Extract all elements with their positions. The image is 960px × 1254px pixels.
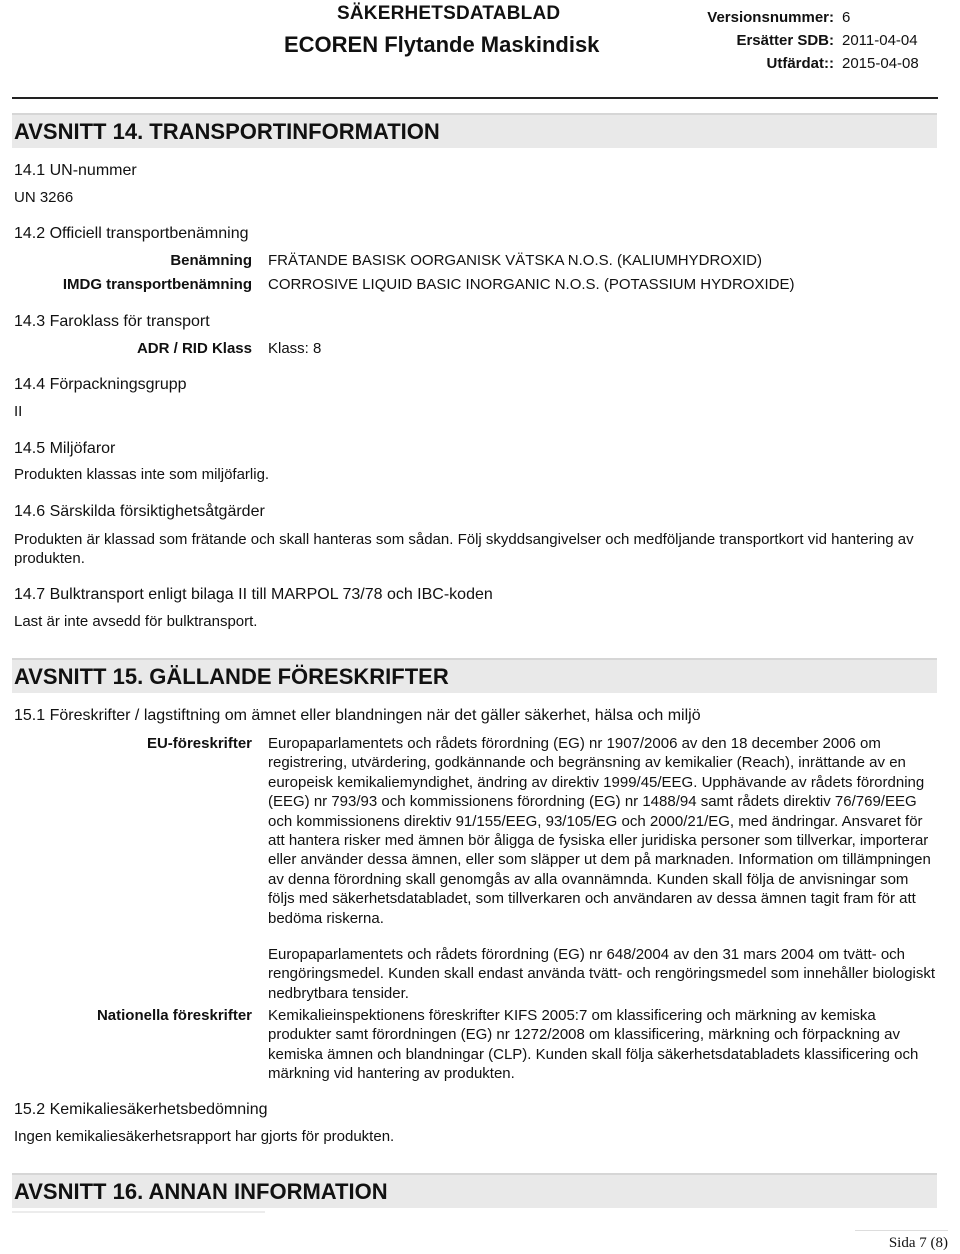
chemical-safety-heading: 15.2 Kemikaliesäkerhetsbedömning xyxy=(14,1101,268,1118)
section-15-bar xyxy=(12,658,937,693)
version-value: 6 xyxy=(842,9,851,26)
adr-value: Klass: 8 xyxy=(268,340,322,357)
footer-divider xyxy=(12,1211,265,1213)
un-number-value: UN 3266 xyxy=(14,189,74,206)
page-number-divider xyxy=(855,1230,948,1231)
replaces-label: Ersätter SDB: xyxy=(736,32,834,49)
transport-name-heading: 14.2 Officiell transportbenämning xyxy=(14,225,249,242)
section-14-bar xyxy=(12,113,937,148)
issued-row xyxy=(707,52,938,75)
name-value: FRÄTANDE BASISK OORGANISK VÄTSKA N.O.S. (KALIUMHYDROXID) xyxy=(268,252,762,269)
environment-text: Produkten klassas inte som miljöfarlig. xyxy=(14,466,270,483)
page-number: Sida 7 (8) xyxy=(888,1235,948,1251)
issued-value: 2015-04-08 xyxy=(842,55,919,72)
regulations-heading: 15.1 Föreskrifter / lagstiftning om ämnet eller blandningen när det gäller säkerhet, hälsa och miljö xyxy=(14,707,701,724)
name-label: Benämning xyxy=(170,252,252,269)
document-type: SÄKERHETSDATABLAD xyxy=(337,3,561,24)
imdg-value: CORROSIVE LIQUID BASIC INORGANIC N.O.S. (POTASSIUM HYDROXIDE) xyxy=(268,276,795,293)
eu-regulations-label: EU-föreskrifter xyxy=(146,735,252,752)
version-row xyxy=(707,6,938,29)
precautions-heading: 14.6 Särskilda försiktighetsåtgärder xyxy=(14,503,265,520)
bulk-text: Last är inte avsedd för bulktransport. xyxy=(14,613,258,630)
section-16-bar xyxy=(12,1173,937,1208)
header-divider xyxy=(12,97,938,99)
environment-heading: 14.5 Miljöfaror xyxy=(14,440,116,457)
document-header xyxy=(0,0,960,100)
issued-label: Utfärdat:: xyxy=(766,55,834,72)
un-number-heading: 14.1 UN-nummer xyxy=(14,162,137,179)
bulk-heading: 14.7 Bulktransport enligt bilaga II till MARPOL 73/78 och IBC-koden xyxy=(14,586,493,603)
replaces-row xyxy=(707,29,938,52)
national-regulations-label: Nationella föreskrifter xyxy=(96,1007,252,1024)
imdg-label: IMDG transportbenämning xyxy=(62,276,252,293)
eu-regulations-text-2: Europaparlamentets och rådets förordning (EG) nr 648/2004 av den 31 mars 2004 om tvätt- och rengöringsmedel. Kunden skall endast använda tvätt- och rengöringsmedel som innehåller biologiskt nedbrytbara tensider. xyxy=(268,946,936,1002)
section-14-title: AVSNITT 14. TRANSPORTINFORMATION xyxy=(14,119,440,144)
section-15-title: AVSNITT 15. GÄLLANDE FÖRESKRIFTER xyxy=(14,664,449,689)
adr-label: ADR / RID Klass xyxy=(136,340,252,357)
hazard-class-heading: 14.3 Faroklass för transport xyxy=(14,313,210,330)
packing-group-heading: 14.4 Förpackningsgrupp xyxy=(14,376,187,393)
national-regulations-text: Kemikalieinspektionens föreskrifter KIFS 2005:7 om klassificering och märkning av kemiska produkter samt förordningen (EG) nr 1272/2008 om klassificering, märkning och förpackning av kemiska ämnen och blandningar (CLP). Kunden skall följa säkerhetsdatabladets klassificering och märkning vid hantering av produkten. xyxy=(268,1007,919,1083)
packing-group-value: II xyxy=(14,403,23,420)
eu-regulations-text: Europaparlamentets och rådets förordning (EG) nr 1907/2006 av den 18 december 2006 om registrering, utvärdering, godkännande och begränsning av kemikalier (Reach), inrättande av en europeisk kemikaliemyndighet, ändring av direktiv 1999/45/EEG. Upphävande av rådets förordning (EEG) nr 793/93 och kommissionens förordning (EG) nr 1488/94 samt rådets direktiv 76/769/EEG och kommissionens direktiv 91/155/EEG, 93/105/EG och 2000/21/EG, med ändringar. Ansvaret för att hantera risker med ämnen bör åligga de fysiska eller juridiska personer som tillverkar, importerar eller använder dessa ämnen, eller som släpper ut dem på marknaden. Information om tillämpningen av denna förordning skall genomgås av alla ovannämnda. Kunden skall följa de anvisningar som följs med säkerhetsdatabladet, som tillverkaren och användaren av dessa ämnen tagit fram för att bedöma riskerna. xyxy=(268,735,931,927)
section-16-title: AVSNITT 16. ANNAN INFORMATION xyxy=(14,1179,388,1204)
product-name: ECOREN Flytande Maskindisk xyxy=(284,32,600,57)
precautions-text: Produkten är klassad som frätande och skall hanteras som sådan. Följ skyddsangivelser och medföljande transportkort vid hantering av produkten. xyxy=(14,531,914,568)
version-label: Versionsnummer: xyxy=(707,9,834,26)
replaces-value: 2011-04-04 xyxy=(842,32,918,49)
document-meta xyxy=(707,6,938,75)
chemical-safety-text: Ingen kemikaliesäkerhetsrapport har gjorts för produkten. xyxy=(14,1128,395,1145)
